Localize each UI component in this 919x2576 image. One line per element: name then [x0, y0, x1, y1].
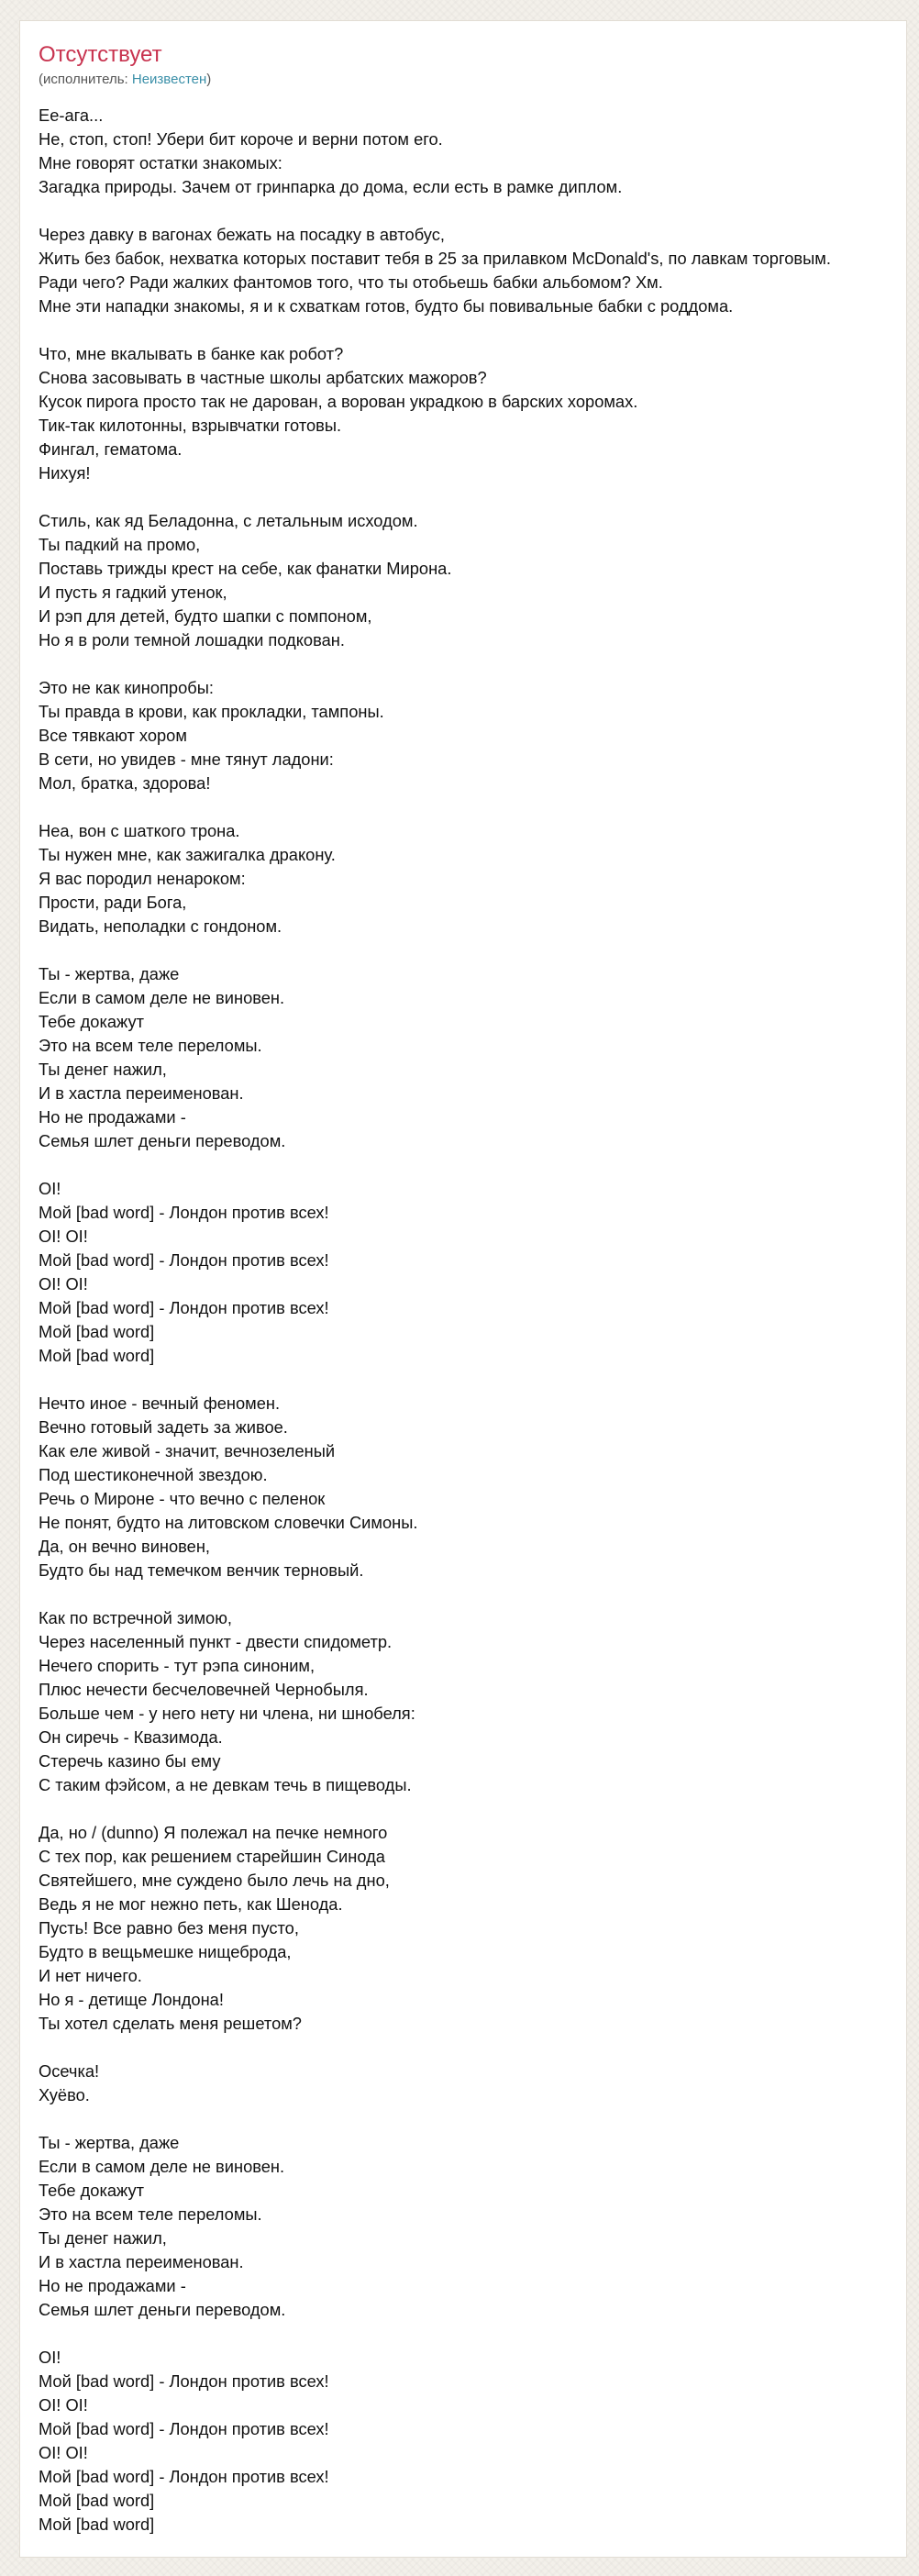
lyrics-line: Плюс нечести бесчеловечней Чернобыля.: [39, 1680, 369, 1699]
lyrics-stanza: [39, 509, 906, 652]
lyrics-line: Под шестиконечной звездою.: [39, 1465, 268, 1484]
lyrics-line: Мол, братка, здорова!: [39, 773, 211, 793]
artist-suffix: ): [206, 72, 212, 87]
lyrics-line: Мне говорят остатки знакомых:: [39, 153, 282, 172]
lyrics-line: Он сиречь - Квазимода.: [39, 1727, 223, 1747]
lyrics-line: Ее-ага...: [39, 105, 104, 125]
lyrics-line: Мой [bad word]: [39, 2515, 155, 2534]
lyrics-line: Речь о Мироне - что вечно с пеленок: [39, 1489, 326, 1508]
lyrics-line: Как еле живой - значит, вечнозеленый: [39, 1441, 336, 1460]
lyrics-line: OI!: [39, 2348, 61, 2367]
lyrics-line: OI! OI!: [39, 2395, 88, 2415]
lyrics-line: Как по встречной зимою,: [39, 1608, 232, 1627]
lyrics-line: Мой [bad word]: [39, 1346, 155, 1365]
artist-prefix: (исполнитель:: [39, 72, 132, 87]
lyrics-line: Мой [bad word] - Лондон против всех!: [39, 2419, 329, 2438]
lyrics-stanza: [39, 2131, 906, 2322]
lyrics-line: Нихуя!: [39, 463, 91, 483]
lyrics-line: И в хастла переименован.: [39, 1083, 244, 1103]
lyrics-stanza: [39, 1392, 906, 1582]
lyrics-line: OI! OI!: [39, 1274, 88, 1294]
lyrics-line: Я вас породил ненароком:: [39, 869, 246, 888]
lyrics-line: Будто бы над темечком венчик терновый.: [39, 1560, 364, 1580]
lyrics-line: Мой [bad word] - Лондон против всех!: [39, 1203, 329, 1222]
lyrics-line: Семья шлет деньги переводом.: [39, 1131, 286, 1150]
artist-line: [39, 71, 906, 89]
lyrics-stanza: [39, 1821, 906, 2036]
lyrics-stanza: [39, 1177, 906, 1368]
lyrics-line: Неа, вон с шаткого трона.: [39, 821, 240, 840]
lyrics-line: Да, но / (dunno) Я полежал на печке немного: [39, 1823, 388, 1842]
lyrics-line: Жить без бабок, нехватка которых поставит тебя в 25 за прилавком McDonald's, по лавкам торговым.: [39, 249, 831, 268]
lyrics-card: [19, 20, 907, 2558]
lyrics-line: Мой [bad word] - Лондон против всех!: [39, 1250, 329, 1270]
lyrics-line: Кусок пирога просто так не дарован, а ворован украдкою в барских хоромах.: [39, 392, 638, 411]
lyrics-stanza: [39, 962, 906, 1153]
lyrics-line: Но я в роли темной лошадки подкован.: [39, 630, 345, 650]
lyrics-line: Будто в вещьмешке нищеброда,: [39, 1942, 292, 1961]
lyrics-stanza: [39, 342, 906, 485]
lyrics-stanza: [39, 2060, 906, 2107]
lyrics-line: Тебе докажут: [39, 2181, 144, 2200]
lyrics-line: Не, стоп, стоп! Убери бит короче и верни потом его.: [39, 129, 443, 149]
lyrics-line: Ты нужен мне, как зажигалка дракону.: [39, 845, 336, 864]
lyrics-line: Больше чем - у него нету ни члена, ни шнобеля:: [39, 1704, 415, 1723]
lyrics-line: Ты хотел сделать меня решетом?: [39, 2014, 302, 2033]
artist-link[interactable]: Неизвестен: [131, 72, 207, 87]
lyrics-line: Но я - детище Лондона!: [39, 1990, 224, 2009]
lyrics-line: Мой [bad word]: [39, 1322, 155, 1341]
lyrics-line: Стеречь казино бы ему: [39, 1751, 221, 1771]
lyrics-line: И рэп для детей, будто шапки с помпоном,: [39, 606, 372, 626]
lyrics-line: Стиль, как яд Беладонна, с летальным исходом.: [39, 511, 418, 530]
lyrics-stanza: [39, 676, 906, 795]
lyrics-line: Загадка природы. Зачем от гринпарка до дома, если есть в рамке диплом.: [39, 177, 623, 196]
lyrics-line: Ты - жертва, даже: [39, 964, 180, 983]
lyrics-stanza: [39, 2346, 906, 2537]
lyrics-line: С тех пор, как решением старейшин Синода: [39, 1847, 385, 1866]
lyrics-line: Что, мне вкалывать в банке как робот?: [39, 344, 344, 363]
lyrics-line: Ты правда в крови, как прокладки, тампоны.: [39, 702, 384, 721]
lyrics-line: И в хастла переименован.: [39, 2252, 244, 2271]
lyrics-line: Снова засовывать в частные школы арбатских мажоров?: [39, 368, 487, 387]
lyrics-line: Фингал, гематома.: [39, 439, 183, 459]
lyrics-stanza: [39, 104, 906, 199]
lyrics-line: Это на всем теле переломы.: [39, 1036, 262, 1055]
lyrics-stanza: [39, 1606, 906, 1797]
lyrics-line: Хуёво.: [39, 2085, 90, 2104]
lyrics-line: Ради чего? Ради жалких фантомов того, что ты отобьешь бабки альбомом? Хм.: [39, 272, 663, 292]
lyrics-line: OI! OI!: [39, 2443, 88, 2462]
lyrics-line: С таким фэйсом, а не девкам течь в пищеводы.: [39, 1775, 412, 1794]
lyrics-stanza: [39, 223, 906, 318]
lyrics-line: Мой [bad word] - Лондон против всех!: [39, 1298, 329, 1317]
lyrics-line: Мой [bad word] - Лондон против всех!: [39, 2371, 329, 2391]
lyrics-line: Мой [bad word] - Лондон против всех!: [39, 2467, 329, 2486]
lyrics-line: Но не продажами -: [39, 1107, 186, 1127]
lyrics-line: Через давку в вагонах бежать на посадку в автобус,: [39, 225, 445, 244]
lyrics-line: Ты денег нажил,: [39, 2228, 167, 2248]
lyrics-line: Через населенный пункт - двести спидометр.: [39, 1632, 393, 1651]
lyrics-line: Тик-так килотонны, взрывчатки готовы.: [39, 416, 342, 435]
page-title: Отсутствует: [39, 42, 162, 67]
lyrics-line: OI! OI!: [39, 1227, 88, 1246]
lyrics-line: Ты падкий на промо,: [39, 535, 201, 554]
lyrics-line: Ведь я не мог нежно петь, как Шенода.: [39, 1894, 343, 1914]
lyrics-line: Это на всем теле переломы.: [39, 2204, 262, 2224]
lyrics-line: Но не продажами -: [39, 2276, 186, 2295]
lyrics-line: Все тявкают хором: [39, 726, 187, 745]
lyrics-line: Прости, ради Бога,: [39, 893, 187, 912]
lyrics-line: Если в самом деле не виновен.: [39, 988, 285, 1007]
lyrics-text: [39, 104, 906, 2537]
lyrics-line: Нечего спорить - тут рэпа синоним,: [39, 1656, 316, 1675]
lyrics-line: Видать, неполадки с гондоном.: [39, 916, 282, 936]
lyrics-line: Мой [bad word]: [39, 2491, 155, 2510]
lyrics-line: Мне эти нападки знакомы, я и к схваткам готов, будто бы повивальные бабки с роддома.: [39, 296, 734, 316]
lyrics-line: И пусть я гадкий утенок,: [39, 583, 227, 602]
lyrics-line: Осечка!: [39, 2061, 100, 2081]
lyrics-line: Да, он вечно виновен,: [39, 1537, 211, 1556]
lyrics-line: В сети, но увидев - мне тянут ладони:: [39, 749, 334, 769]
lyrics-line: Ты денег нажил,: [39, 1060, 167, 1079]
lyrics-line: И нет ничего.: [39, 1966, 142, 1985]
lyrics-line: Поставь трижды крест на себе, как фанатки Мирона.: [39, 559, 452, 578]
lyrics-line: Вечно готовый задеть за живое.: [39, 1417, 288, 1437]
lyrics-line: Святейшего, мне суждено было лечь на дно,: [39, 1871, 390, 1890]
lyrics-line: Тебе докажут: [39, 1012, 144, 1031]
lyrics-line: Пусть! Все равно без меня пусто,: [39, 1918, 299, 1938]
lyrics-line: Ты - жертва, даже: [39, 2133, 180, 2152]
lyrics-line: Это не как кинопробы:: [39, 678, 214, 697]
lyrics-line: Если в самом деле не виновен.: [39, 2157, 285, 2176]
lyrics-line: Не понят, будто на литовском словечки Симоны.: [39, 1513, 418, 1532]
lyrics-line: Нечто иное - вечный феномен.: [39, 1393, 281, 1413]
lyrics-line: Семья шлет деньги переводом.: [39, 2300, 286, 2319]
lyrics-line: OI!: [39, 1179, 61, 1198]
lyrics-stanza: [39, 819, 906, 938]
